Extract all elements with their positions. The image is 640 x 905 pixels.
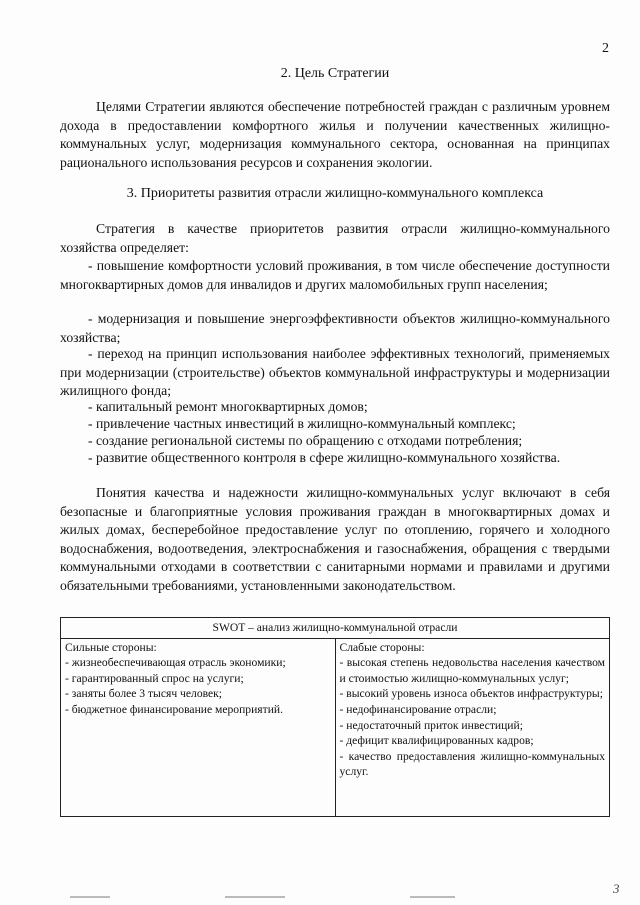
scan-smudge — [225, 896, 285, 898]
swot-title: SWOT – анализ жилищно-коммунальной отрасли — [61, 618, 610, 639]
weaknesses-header: Слабые стороны: — [339, 640, 425, 654]
scan-smudge — [70, 896, 110, 898]
priority-item: - создание региональной системы по обращению с отходами потребления; — [88, 433, 523, 448]
priority-item: - развитие общественного контроля в сфере жилищно-коммунального хозяйства. — [88, 450, 561, 465]
priority-item: - переход на принцип использования наиболее эффективных технологий, применяемых при модернизации (строительстве) объектов коммунальной инфраструктуры и модернизации жилищного фонда; — [60, 346, 610, 399]
strength-item: - бюджетное финансирование мероприятий. — [65, 702, 284, 716]
section-3-heading: 3. Приоритеты развития отрасли жилищно-коммунального комплекса — [126, 186, 544, 201]
section-2-heading: 2. Цель Стратегии — [280, 66, 390, 81]
scan-smudge — [410, 896, 455, 898]
weakness-item: - дефицит квалифицированных кадров; — [339, 734, 534, 748]
priority-item: - капитальный ремонт многоквартирных домов; — [88, 399, 368, 414]
weakness-item: - качество предоставления жилищно-коммунальных услуг. — [339, 749, 605, 779]
strength-item: - гарантированный спрос на услуги; — [65, 671, 244, 685]
page-number: 2 — [602, 41, 609, 56]
priority-item: - привлечение частных инвестиций в жилищно-коммунальный комплекс; — [88, 416, 516, 431]
strength-item: - жизнеобеспечивающая отрасль экономики; — [65, 656, 286, 670]
swot-table — [60, 617, 610, 817]
handwritten-page-mark: 3 — [613, 881, 620, 896]
strengths-cell — [61, 638, 336, 816]
section-3-intro: Стратегия в качестве приоритетов развития отрасли жилищно-коммунального хозяйства определяет: — [60, 221, 610, 255]
weakness-item: - высокая степень недовольства населения качеством и стоимостью жилищно-коммунальных услуг; — [339, 656, 605, 685]
priority-item: - модернизация и повышение энергоэффективности объектов жилищно-коммунального хозяйства; — [60, 311, 610, 345]
priority-item: - повышение комфортности условий проживания, в том числе обеспечение доступности многоквартирных домов для инвалидов и других маломобильных групп населения; — [60, 258, 610, 292]
weakness-item: - недофинансирование отрасли; — [339, 702, 497, 716]
weaknesses-cell — [335, 638, 610, 816]
strengths-header: Сильные стороны: — [65, 640, 157, 654]
quality-paragraph: Понятия качества и надежности жилищно-коммунальных услуг включают в себя безопасные и благоприятные условия проживания граждан в многоквартирных домах и жилых домах, бесперебойное предоставление услуг по отоплению, горячего и холодного водоснабжения, водоотведения, электроснабжения и газоснабжения, обращения с твердыми коммунальными отходами в соответствии с санитарными нормами и правилами и другими обязательными требованиями, установленными законодательством. — [60, 485, 610, 593]
strength-item: - заняты более 3 тысяч человек; — [65, 687, 223, 701]
weakness-item: - недостаточный приток инвестиций; — [339, 718, 523, 732]
section-2-paragraph: Целями Стратегии являются обеспечение потребностей граждан с различным уровнем дохода в предоставлении комфортного жилья и получении качественных жилищно-коммунальных услуг, модернизация коммунального сектора, основанная на принципах рационального использования ресурсов и сохранения экологии. — [60, 99, 610, 170]
weakness-item: - высокий уровень износа объектов инфраструктуры; — [339, 687, 603, 701]
